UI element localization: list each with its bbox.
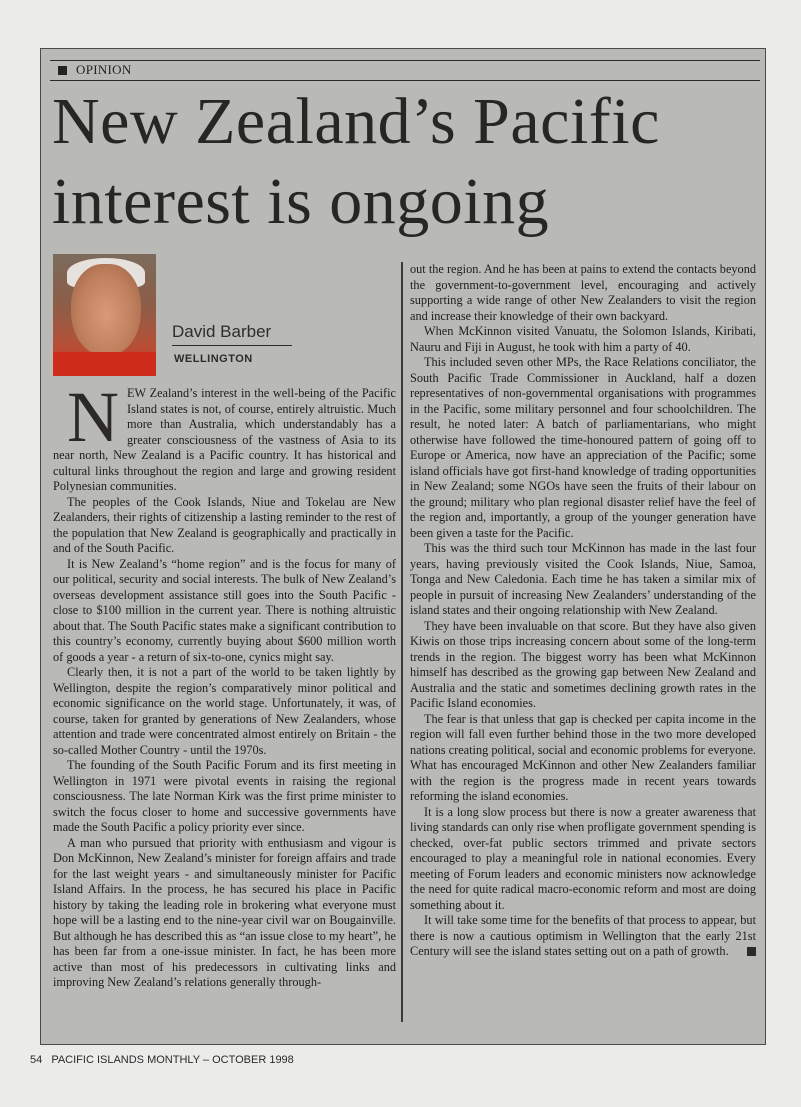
section-text: OPINION bbox=[76, 62, 132, 77]
paragraph: A man who pursued that priority with enthusiasm and vigour is Don McKinnon, New Zealand’s minister for foreign affairs and trade for the last weight years - and simultaneously minister for Pacific Island Affairs. In the process, he has secured his place in Pacific history by taking the leading role in brokering what everyone must hope will be a lasting end to the nine-year civil war on Bougainville. But although he has described this as “an issue close to my heart”, he has been far from a one-issue minister. In fact, he has been more active than most of his predecessors in cultivating links and improving New Zealand’s relations generally through- bbox=[53, 835, 396, 989]
paragraph: Clearly then, it is not a part of the world to be taken lightly by Wellington, despite the region’s comparatively minor political and economic significance on the world stage. Unfortunately, it was, of course, taken for granted by generations of New Zealanders, whose attention and trade were concentrated almost entirely on Britain - the so-called Mother Country - until the 1970s. bbox=[53, 665, 396, 757]
article-column-2 bbox=[410, 262, 756, 960]
dateline: WELLINGTON bbox=[174, 353, 253, 365]
author-name: David Barber bbox=[172, 322, 292, 346]
section-bullet-icon bbox=[58, 66, 67, 75]
paragraph: This included seven other MPs, the Race Relations conciliator, the South Pacific Trade Commissioner in Auckland, half a dozen representatives of non-governmental organisations with programmes in the Pacific, some military personnel and four schoolchildren. The result, he noted later: A batch of parliamentarians, who might otherwise have followed the time-honoured pattern of going off to Europe or America, now have an appreciation of the Pacific; some island officials have got first-hand knowledge of trading opportunities in New Zealand; some NGOs have seen the fruits of their labour on the ground; military who plan regional disaster relief have the feel of the region and, importantly, a group of the younger generation have been given a taste for the Pacific. bbox=[410, 355, 756, 540]
end-mark-icon bbox=[747, 947, 756, 956]
headline: New Zealand’s Pacific interest is ongoing bbox=[52, 85, 660, 238]
top-rule bbox=[50, 60, 760, 61]
paragraph: This was the third such tour McKinnon has made in the last four years, having previously visited the Cook Islands, Niue, Samoa, Tonga and New Caledonia. Each time he has taken a similar mix of people in pursuit of increasing New Zealanders’ understanding of the island states and their ongoing relationship with New Zealand. bbox=[410, 541, 756, 617]
paragraph: NEW Zealand’s interest in the well-being of the Pacific Island states is not, of course, entirely altruistic. Much more than Australia, which understandably has a greater consciousness of the vastness of Asia to its near north, New Zealand is a Pacific country. It has historical and cultural links throughout the region and large and growing resident Polynesian communities. bbox=[53, 377, 396, 493]
drop-cap: N bbox=[67, 377, 119, 457]
paragraph: It is New Zealand’s “home region” and is the focus for many of our political, security and social interests. The bulk of New Zealand’s overseas development assistance still goes into the South Pacific - close to $100 million in the current year. There is nothing altruistic about that. The South Pacific states make a significant contribution to this country’s economy, currently buying about $600 million worth of goods a year - a return of six-to-one, cynics might say. bbox=[53, 556, 396, 664]
paragraph: The fear is that unless that gap is checked per capita income in the region will fall even further behind those in the two more developed nations creating political, social and economic problems for everyone. What has encouraged McKinnon and other New Zealanders familiar with the region is the progress made in recent years towards reforming the island economies. bbox=[410, 711, 756, 803]
paragraph: The peoples of the Cook Islands, Niue and Tokelau are New Zealanders, their rights of citizenship a lasting reminder to the rest of the population that New Zealand is geographically and practically in and of the South Pacific. bbox=[53, 494, 396, 555]
article-column-1 bbox=[53, 377, 396, 991]
paragraph: When McKinnon visited Vanuatu, the Solomon Islands, Kiribati, Nauru and Fiji in August, he took with him a party of 40. bbox=[410, 324, 756, 354]
paragraph: It will take some time for the benefits of that process to appear, but there is now a cautious optimism in Wellington that the early 21st Century will see the island states setting out on a path of growth. bbox=[410, 913, 756, 958]
section-rule bbox=[50, 80, 760, 81]
paragraph: They have been invaluable on that score. But they have also given Kiwis on those trips increasing concern about some of the long-term trends in the region. The biggest worry has been what McKinnon himself has described as the growing gap between New Zealand and Australia and the static and sometimes declining growth rates in the Pacific Island economies. bbox=[410, 618, 756, 710]
paragraph: It is a long slow process but there is now a greater awareness that living standards can only rise when profligate government spending is checked, over-fat public sectors trimmed and private sectors encouraged to play a meaningful role in national economies. Every meeting of Forum leaders and economic ministers now acknowledge the need for quite radical macro-economic reform and most are doing something about it. bbox=[410, 804, 756, 912]
author-photo bbox=[53, 254, 156, 376]
page-footer bbox=[30, 1054, 294, 1066]
column-divider bbox=[401, 262, 403, 1022]
section-label bbox=[58, 62, 132, 78]
paragraph: out the region. And he has been at pains to extend the contacts beyond the government-to-government level, encouraging and actively supporting a wide range of other New Zealanders to visit the region and increase their knowledge of their own backyard. bbox=[410, 262, 756, 323]
publication-line: PACIFIC ISLANDS MONTHLY – OCTOBER 1998 bbox=[51, 1054, 294, 1066]
paragraph: The founding of the South Pacific Forum and its first meeting in Wellington in 1971 were pivotal events in raising the regional consciousness. The late Norman Kirk was the first prime minister to switch the focus closer to home and successive governments have made the South Pacific a policy priority ever since. bbox=[53, 758, 396, 834]
page-number: 54 bbox=[30, 1054, 43, 1066]
